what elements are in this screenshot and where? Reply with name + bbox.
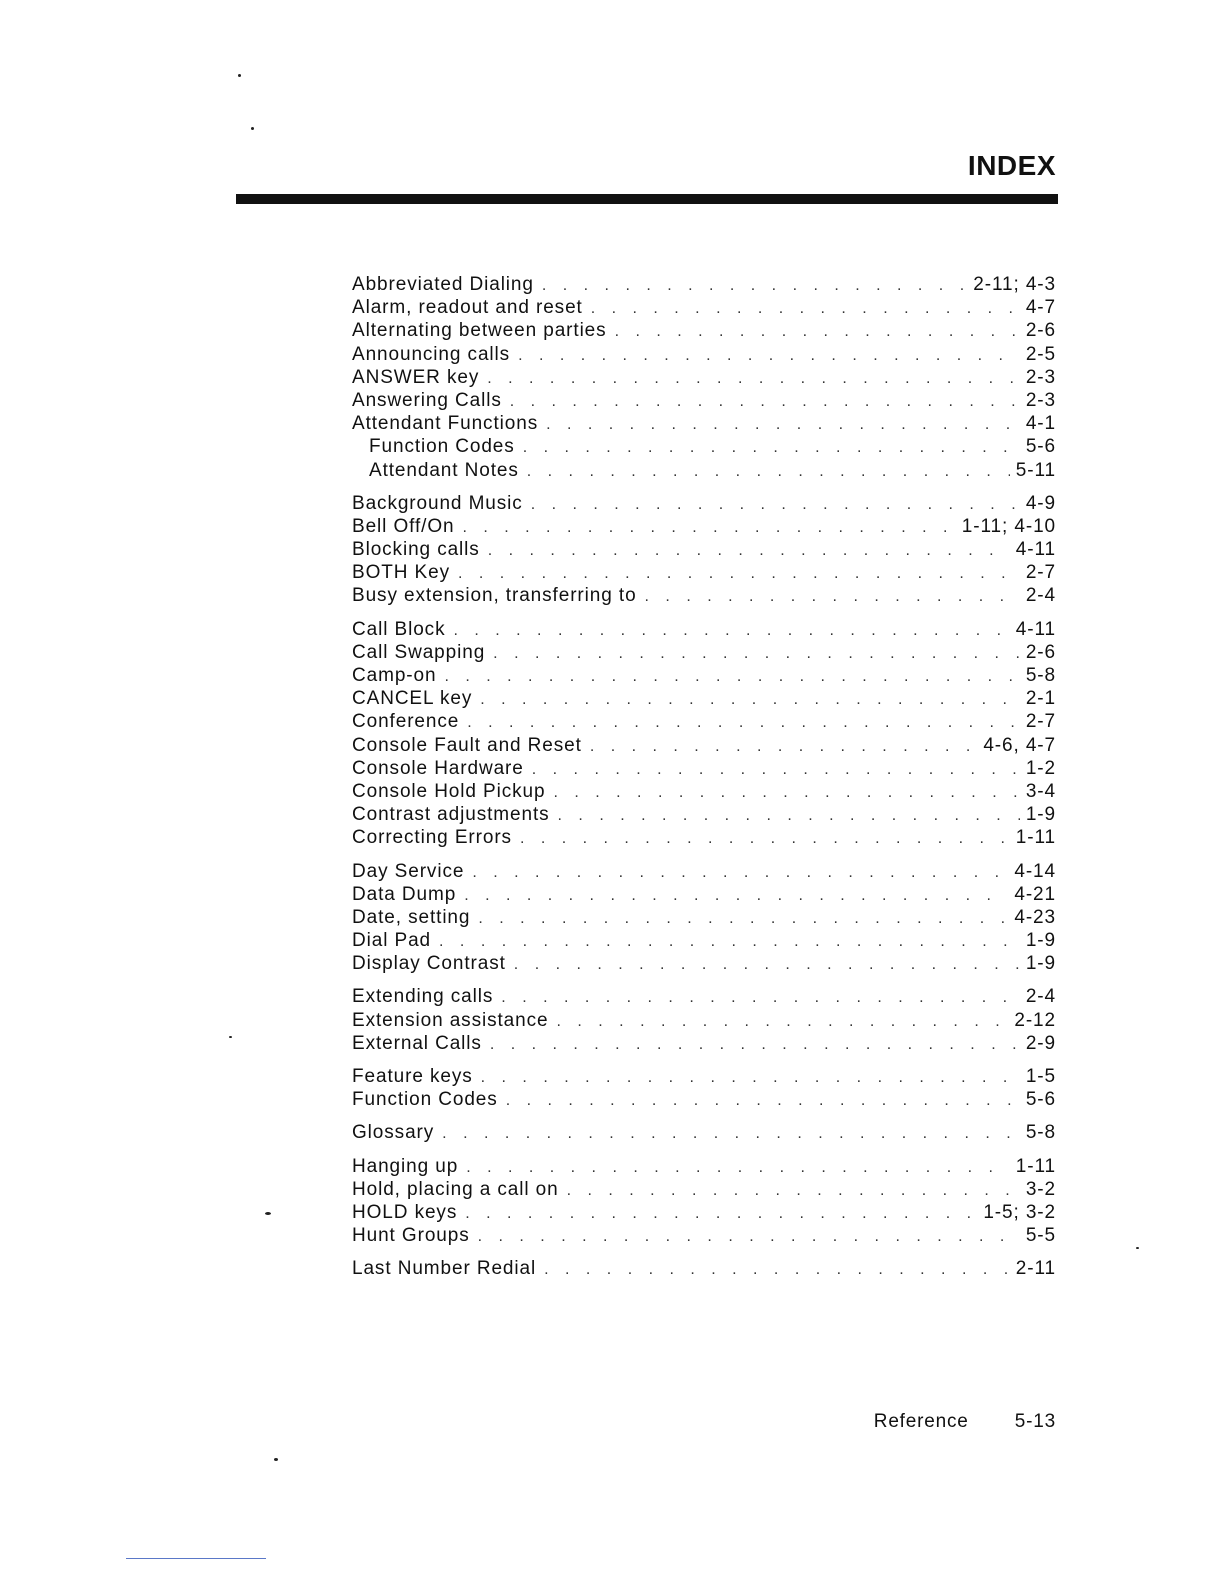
entry-term: Day Service (352, 860, 465, 882)
entry-page-reference: 2-6 (1025, 320, 1056, 342)
index-entry (352, 390, 1056, 413)
index-entry (352, 1089, 1056, 1112)
entry-term: Console Hold Pickup (352, 780, 546, 802)
dot-leader (520, 830, 1010, 848)
index-group (352, 1066, 1056, 1112)
entry-term: Last Number Redial (352, 1258, 537, 1280)
entry-term: Extending calls (352, 986, 494, 1008)
index-entry (352, 642, 1056, 665)
index-entry (352, 758, 1056, 781)
index-entry (352, 562, 1056, 585)
index-entry (352, 539, 1056, 562)
dot-leader (544, 1261, 1010, 1279)
index-entry (352, 1258, 1056, 1281)
entry-page-reference: 2-5 (1025, 343, 1056, 365)
index-entry (352, 1225, 1056, 1248)
entry-page-reference: 4-1 (1025, 413, 1056, 435)
index-entry (352, 986, 1056, 1009)
entry-term: Attendant Notes (369, 459, 519, 481)
dot-leader (453, 622, 1009, 640)
entry-term: Conference (352, 711, 460, 733)
dot-leader (462, 519, 955, 537)
entry-page-reference: 1-11 (1015, 827, 1056, 849)
index-entry (352, 344, 1056, 367)
entry-term: Dial Pad (352, 930, 432, 952)
index-entry (352, 1179, 1056, 1202)
entry-term: Background Music (352, 492, 523, 514)
index-entry (352, 320, 1056, 343)
index-group (352, 274, 1056, 483)
index-entry (352, 1122, 1056, 1145)
dot-leader (488, 542, 1010, 560)
entry-page-reference: 1-5; 3-2 (983, 1201, 1056, 1223)
entry-page-reference: 5-8 (1025, 665, 1056, 686)
entry-page-reference: 4-23 (1014, 906, 1056, 928)
entry-page-reference: 1-9 (1025, 953, 1056, 975)
dot-leader (590, 738, 977, 756)
dot-leader (466, 1159, 1010, 1177)
entry-term: Hunt Groups (352, 1225, 470, 1247)
index-entry (352, 1202, 1056, 1225)
index-entry (352, 1010, 1056, 1033)
dot-leader (531, 496, 1020, 514)
dot-leader (442, 1125, 1020, 1143)
dot-leader (510, 393, 1020, 411)
entry-page-reference: 2-12 (1014, 1009, 1056, 1031)
entry-page-reference: 1-2 (1025, 757, 1056, 779)
entry-page-reference: 3-2 (1025, 1178, 1056, 1200)
entry-page-reference: 1-9 (1025, 804, 1056, 826)
dot-leader (439, 933, 1020, 951)
entry-term: Function Codes (352, 1089, 498, 1111)
index-entry (352, 665, 1056, 688)
entry-page-reference: 2-3 (1025, 366, 1056, 388)
page-footer (874, 1411, 1056, 1433)
entry-term: Console Hardware (352, 757, 524, 779)
dot-leader (501, 989, 1020, 1007)
index-group (352, 1258, 1056, 1281)
entry-term: Alarm, readout and reset (352, 297, 583, 319)
dot-leader (567, 1182, 1020, 1200)
dot-leader (558, 807, 1020, 825)
entry-term: CANCEL key (352, 688, 473, 710)
index-entry (352, 953, 1056, 976)
dot-leader (465, 1205, 977, 1223)
index-entry (352, 493, 1056, 516)
index-group (352, 861, 1056, 977)
entry-term: HOLD keys (352, 1201, 458, 1223)
index-list (352, 274, 1056, 1292)
index-group (352, 986, 1056, 1056)
entry-term: Data Dump (352, 883, 457, 905)
entry-term: Busy extension, transferring to (352, 585, 637, 607)
dot-leader (553, 784, 1019, 802)
entry-term: Call Block (352, 618, 446, 640)
index-entry (352, 781, 1056, 804)
index-entry (352, 861, 1056, 884)
entry-term: ANSWER key (352, 366, 480, 388)
index-entry (352, 516, 1056, 539)
entry-term: Hanging up (352, 1155, 459, 1177)
index-entry (352, 930, 1056, 953)
entry-term: Hold, placing a call on (352, 1178, 559, 1200)
dot-leader (591, 300, 1020, 318)
footer-section-label: Reference (873, 1411, 969, 1432)
scan-speck (265, 1212, 271, 1215)
entry-page-reference: 5-6 (1025, 436, 1056, 458)
scan-speck (274, 1458, 278, 1461)
entry-page-reference: 5-5 (1025, 1225, 1056, 1247)
index-entry (352, 804, 1056, 827)
entry-page-reference: 5-8 (1025, 1122, 1056, 1144)
index-entry (352, 413, 1056, 436)
index-subentry (352, 436, 1056, 459)
dot-leader (487, 370, 1020, 388)
dot-leader (493, 645, 1020, 663)
dot-leader (506, 1092, 1020, 1110)
entry-page-reference: 4-14 (1014, 860, 1056, 882)
index-subentry (352, 460, 1056, 483)
entry-page-reference: 2-6 (1025, 641, 1056, 663)
entry-term: Date, setting (352, 906, 471, 928)
index-entry (352, 274, 1056, 297)
index-group (352, 1156, 1056, 1249)
entry-term: Glossary (352, 1122, 435, 1144)
entry-page-reference: 4-9 (1025, 492, 1056, 514)
scan-speck (251, 127, 254, 130)
entry-term: BOTH Key (352, 562, 450, 584)
scan-artifact-line (126, 1558, 266, 1559)
index-entry (352, 884, 1056, 907)
entry-term: Display Contrast (352, 953, 506, 975)
entry-page-reference: 2-4 (1025, 585, 1056, 607)
index-entry (352, 1033, 1056, 1056)
index-entry (352, 297, 1056, 320)
entry-term: Answering Calls (352, 389, 502, 411)
index-entry (352, 711, 1056, 734)
entry-page-reference: 4-6, 4-7 (983, 734, 1056, 756)
entry-page-reference: 2-7 (1025, 711, 1056, 733)
dot-leader (615, 323, 1020, 341)
index-entry (352, 585, 1056, 608)
entry-page-reference: 1-11 (1015, 1155, 1056, 1177)
dot-leader (481, 1069, 1020, 1087)
footer-page-number: 5-13 (1014, 1411, 1056, 1432)
entry-term: Camp-on (352, 665, 437, 686)
entry-term: Call Swapping (352, 641, 486, 663)
scan-speck (229, 1036, 232, 1038)
entry-page-reference: 2-11 (1015, 1258, 1056, 1280)
entry-page-reference: 1-5 (1025, 1066, 1056, 1087)
index-group (352, 619, 1056, 851)
title-rule (236, 194, 1058, 204)
scan-speck (1136, 1247, 1139, 1249)
entry-term: Abbreviated Dialing (352, 274, 534, 295)
entry-term: Announcing calls (352, 343, 511, 365)
dot-leader (546, 416, 1020, 434)
entry-term: Contrast adjustments (352, 804, 550, 826)
dot-leader (518, 347, 1020, 365)
entry-page-reference: 4-21 (1014, 883, 1056, 905)
entry-page-reference: 2-3 (1025, 389, 1056, 411)
index-group (352, 493, 1056, 609)
entry-term: Blocking calls (352, 539, 480, 561)
entry-term: Correcting Errors (352, 827, 512, 849)
entry-page-reference: 4-7 (1025, 297, 1056, 319)
index-entry (352, 619, 1056, 642)
entry-page-reference: 4-11 (1015, 539, 1056, 561)
dot-leader (514, 956, 1020, 974)
index-entry (352, 1156, 1056, 1179)
entry-page-reference: 2-11; 4-3 (973, 274, 1056, 295)
dot-leader (542, 277, 967, 295)
entry-page-reference: 1-9 (1025, 930, 1056, 952)
dot-leader (458, 565, 1020, 583)
index-entry (352, 827, 1056, 850)
dot-leader (472, 864, 1008, 882)
dot-leader (480, 691, 1020, 709)
index-entry (352, 735, 1056, 758)
dot-leader (527, 463, 1010, 481)
entry-page-reference: 5-6 (1025, 1089, 1056, 1111)
dot-leader (645, 588, 1020, 606)
entry-page-reference: 5-11 (1015, 459, 1056, 481)
dot-leader (478, 1228, 1020, 1246)
entry-term: Attendant Functions (352, 413, 539, 435)
dot-leader (467, 714, 1020, 732)
entry-page-reference: 1-11; 4-10 (961, 515, 1056, 537)
dot-leader (532, 761, 1020, 779)
index-group (352, 1122, 1056, 1145)
entry-term: Bell Off/On (352, 515, 455, 537)
page-title: INDEX (967, 150, 1056, 181)
index-entry (352, 907, 1056, 930)
entry-page-reference: 2-7 (1025, 562, 1056, 584)
dot-leader (490, 1036, 1020, 1054)
entry-page-reference: 3-4 (1025, 780, 1056, 802)
dot-leader (478, 910, 1008, 928)
entry-term: Extension assistance (352, 1009, 549, 1031)
entry-term: Alternating between parties (352, 320, 607, 342)
index-entry (352, 1066, 1056, 1089)
entry-term: Console Fault and Reset (352, 734, 582, 756)
dot-leader (464, 887, 1008, 905)
dot-leader (523, 439, 1020, 457)
entry-term: Function Codes (369, 436, 515, 458)
entry-page-reference: 2-1 (1025, 688, 1056, 710)
entry-page-reference: 2-9 (1025, 1032, 1056, 1054)
entry-page-reference: 2-4 (1025, 986, 1056, 1008)
entry-page-reference: 4-11 (1015, 618, 1056, 640)
entry-term: Feature keys (352, 1066, 473, 1087)
scan-speck (238, 74, 241, 77)
index-entry (352, 688, 1056, 711)
dot-leader (444, 668, 1019, 686)
dot-leader (557, 1013, 1009, 1031)
entry-term: External Calls (352, 1032, 482, 1054)
index-entry (352, 367, 1056, 390)
